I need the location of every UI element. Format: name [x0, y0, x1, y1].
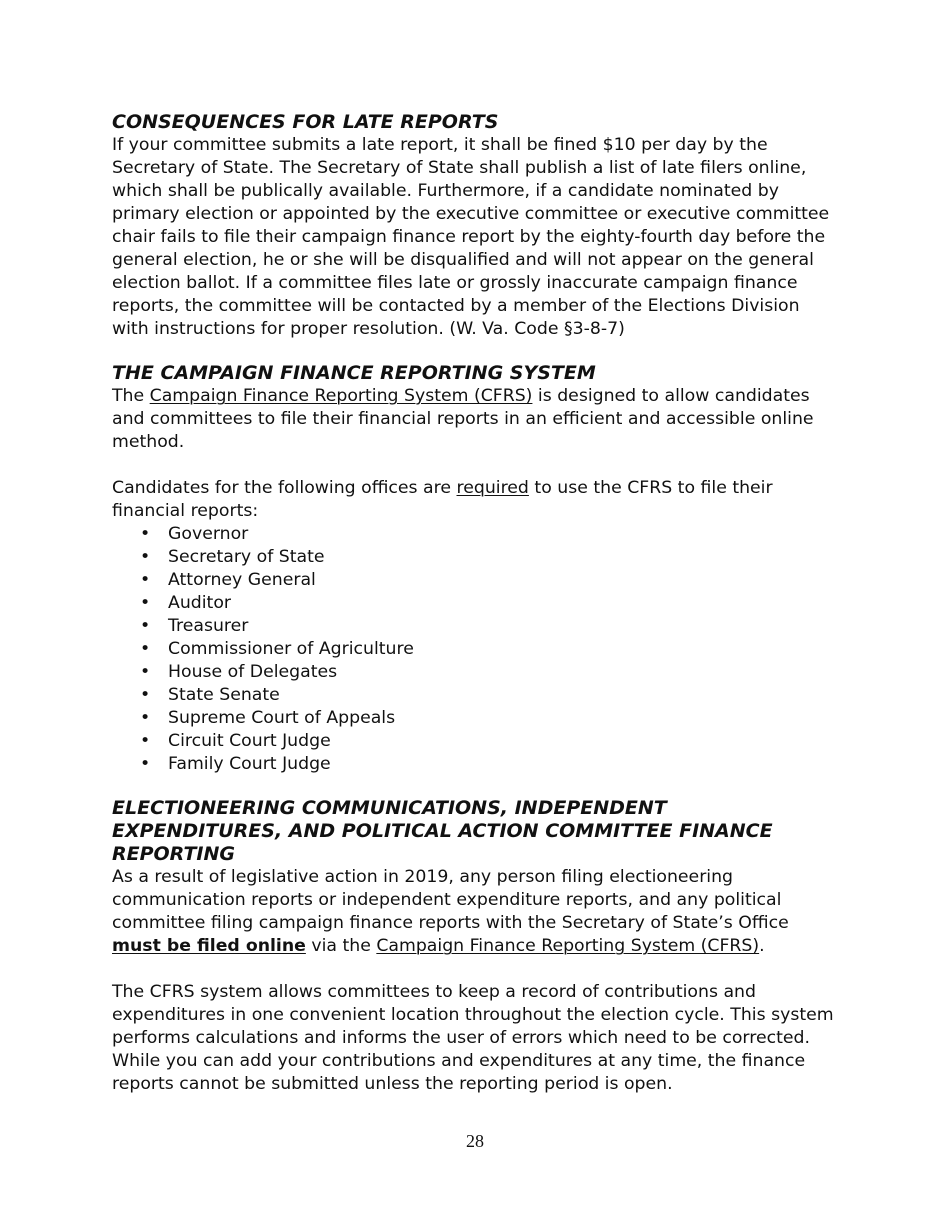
required-suffix: to use the CFRS to file their financial reports:: [112, 478, 773, 521]
section-heading-late-reports: CONSEQUENCES FOR LATE REPORTS: [112, 111, 499, 133]
heading-line-1: ELECTIONEERING COMMUNICATIONS, INDEPENDENT: [112, 797, 667, 819]
required-paragraph: [112, 477, 840, 523]
electioneering-paragraph: [112, 866, 840, 958]
list-item: • House of Delegates: [112, 661, 840, 684]
cfrs-intro-prefix: The: [112, 386, 150, 406]
heading-line-2: EXPENDITURES, AND POLITICAL ACTION COMMITTEE FINANCE: [112, 820, 773, 842]
cfrs-intro-suffix: is designed to allow candidates and committees to file their financial reports in an efficient and accessible online method.: [112, 386, 814, 452]
p1-prefix: As a result of legislative action in 2019, any person filing electioneering communication reports or independent expenditure reports, and any political committee filing campaign finance reports with the Secretary of State’s Office: [112, 867, 789, 933]
list-item: • State Senate: [112, 684, 840, 707]
list-item: • Family Court Judge: [112, 753, 840, 776]
p1-end: .: [759, 936, 765, 956]
required-prefix: Candidates for the following offices are: [112, 478, 457, 498]
list-item: • Circuit Court Judge: [112, 730, 840, 753]
heading-line-3: REPORTING: [112, 843, 235, 865]
section-heading-cfrs: THE CAMPAIGN FINANCE REPORTING SYSTEM: [112, 362, 596, 384]
page-number: 28: [466, 1131, 484, 1151]
cfrs-intro-paragraph: [112, 385, 840, 454]
list-item: • Commissioner of Agriculture: [112, 638, 840, 661]
cfrs-system-paragraph: The CFRS system allows committees to keep a record of contributions and expenditures in one convenient location throughout the election cycle. This system performs calculations and informs the user of errors which need to be corrected. While you can add your contributions and expenditures at any time, the finance reports cannot be submitted unless the reporting period is open.: [112, 982, 834, 1094]
section-late-reports: [112, 111, 840, 341]
required-word: required: [456, 478, 529, 498]
document-page: [112, 111, 840, 1096]
section-heading-electioneering: [112, 797, 840, 866]
offices-list: [112, 523, 840, 776]
list-item: • Supreme Court of Appeals: [112, 707, 840, 730]
late-reports-paragraph: If your committee submits a late report, it shall be fined $10 per day by the Secretary of State. The Secretary of State shall publish a list of late filers online, which shall be publically available. Furthermore, if a candidate nominated by primary election or appointed by the executive committee or executive committee chair fails to file their campaign finance report by the eighty-fourth day before the general election, he or she will be disqualified and will not appear on the general election ballot. If a committee files late or grossly inaccurate campaign finance reports, the committee will be contacted by a member of the Elections Division with instructions for proper resolution. (W. Va. Code §3-8-7): [112, 135, 830, 339]
list-item: • Secretary of State: [112, 546, 840, 569]
list-item: • Treasurer: [112, 615, 840, 638]
list-item: • Governor: [112, 523, 840, 546]
section-cfrs: [112, 362, 840, 776]
cfrs-link[interactable]: Campaign Finance Reporting System (CFRS): [149, 386, 533, 406]
must-file-online: must be filed online: [112, 936, 306, 956]
p1-mid: via the: [305, 936, 377, 956]
cfrs-link-2[interactable]: Campaign Finance Reporting System (CFRS): [376, 936, 760, 956]
list-item: • Auditor: [112, 592, 840, 615]
list-item: • Attorney General: [112, 569, 840, 592]
section-electioneering: [112, 797, 840, 1096]
